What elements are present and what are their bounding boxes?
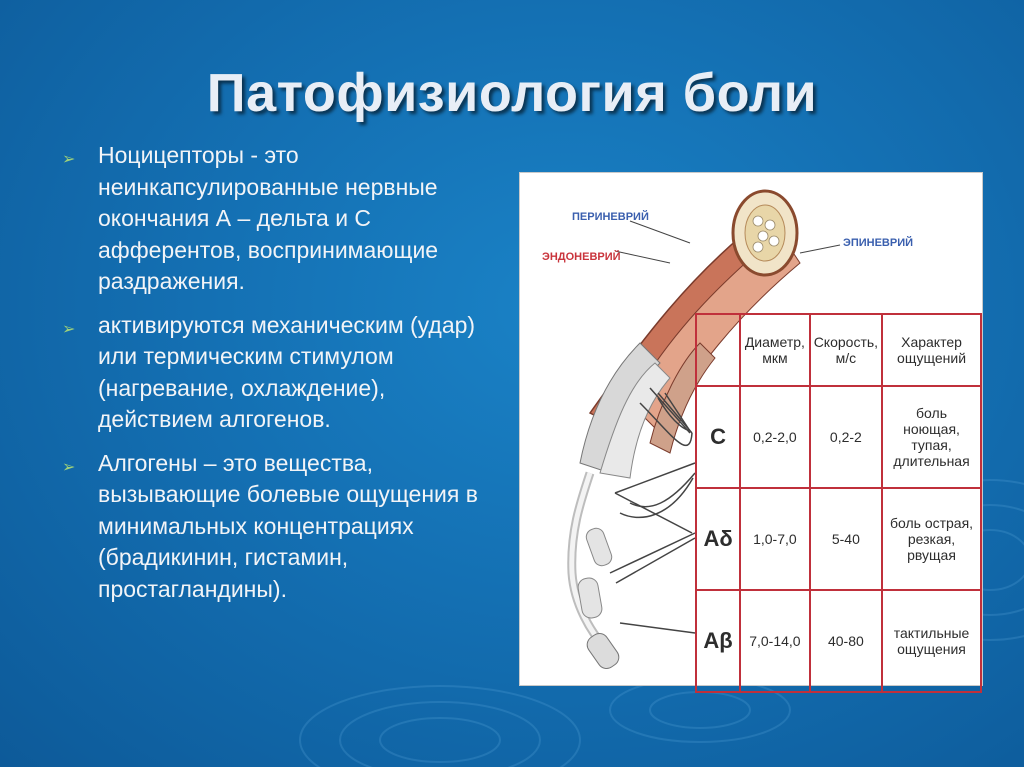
table-corner-cell	[696, 314, 740, 386]
speed-cell: 0,2-2	[810, 386, 882, 488]
nerve-fiber-figure	[519, 172, 983, 686]
diameter-cell: 7,0-14,0	[740, 590, 810, 692]
table-header-row	[696, 314, 981, 386]
perineurium-label: ПЕРИНЕВРИЙ	[572, 211, 649, 223]
arrow-bullet-icon: ➢	[62, 151, 76, 168]
bullet-text: Ноцицепторы - это неинкапсулированные нервные окончания А – дельта и С афферентов, воспринимающие раздражения.	[98, 142, 439, 294]
table-row	[696, 488, 981, 590]
speed-cell: 40-80	[810, 590, 882, 692]
bullet-list	[62, 140, 502, 617]
diameter-cell: 1,0-7,0	[740, 488, 810, 590]
bullet-text: Алгогены – это вещества, вызывающие болевые ощущения в минимальных концентрациях (брадикинин, гистамин, простагландины).	[98, 449, 478, 602]
column-header-speed: Скорость, м/с	[810, 314, 882, 386]
diameter-cell: 0,2-2,0	[740, 386, 810, 488]
endoneurium-label: ЭНДОНЕВРИЙ	[542, 251, 621, 263]
bullet-item	[62, 448, 502, 606]
epineurium-label: ЭПИНЕВРИЙ	[843, 237, 914, 249]
slide-title: Патофизиология боли	[206, 63, 818, 123]
speed-cell: 5-40	[810, 488, 882, 590]
fiber-type-cell: Aβ	[696, 590, 740, 692]
fiber-type-cell: Aδ	[696, 488, 740, 590]
sensation-cell: боль острая, резкая, рвущая	[882, 488, 981, 590]
arrow-bullet-icon: ➢	[62, 320, 76, 338]
arrow-bullet-icon: ➢	[62, 458, 76, 476]
table-row	[696, 590, 981, 692]
column-header-sensation: Характер ощущений	[882, 314, 981, 386]
column-header-diameter: Диаметр, мкм	[740, 314, 810, 386]
bullet-item	[62, 140, 502, 298]
sensation-cell: боль ноющая, тупая, длительная	[882, 386, 981, 488]
fiber-types-table	[695, 313, 982, 693]
bullet-item	[62, 310, 502, 436]
table-row	[696, 386, 981, 488]
bullet-text: активируются механическим (удар) или термическим стимулом (нагревание, охлаждение), действием алгогенов.	[98, 311, 476, 432]
sensation-cell: тактильные ощущения	[882, 590, 981, 692]
fiber-type-cell: C	[696, 386, 740, 488]
